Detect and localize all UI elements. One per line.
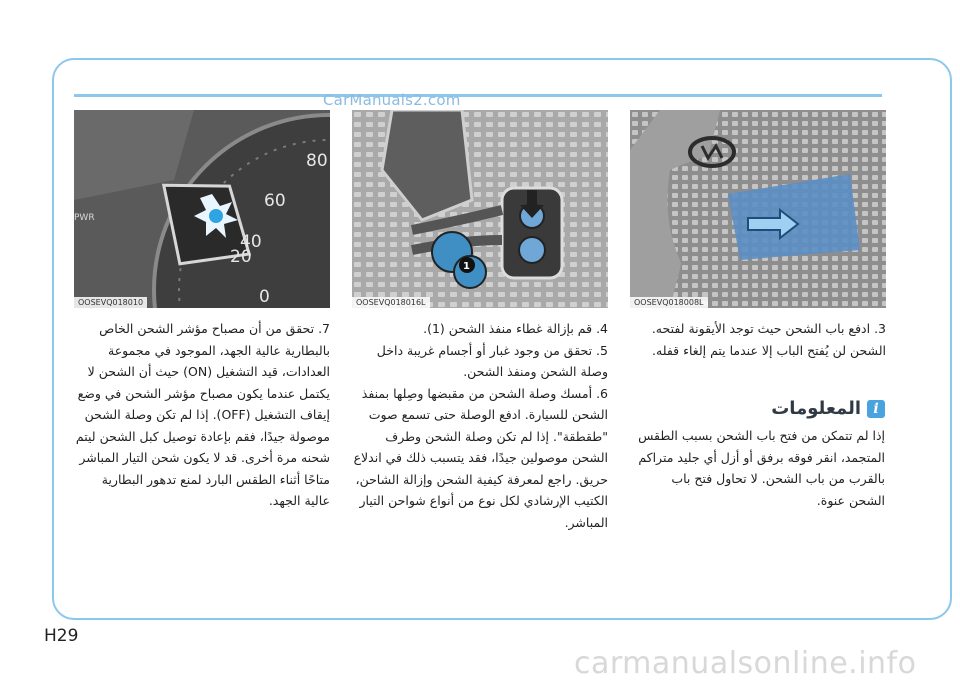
- gauge-tick-20: 20: [230, 247, 252, 267]
- charge-door-photo: [630, 110, 886, 308]
- step-3-text: 3. ادفع باب الشحن حيث توجد الأيقونة لفتحه. الشحن لن يُفتح الباب إلا عندما يتم إلغاء قفله.: [651, 321, 886, 358]
- gauge-tick-0: 0: [259, 287, 270, 307]
- info-heading: [632, 398, 885, 419]
- step-6-text: 6. أمسك وصلة الشحن من مقبضها وصِلها بمنفذ الشحن للسيارة. ادفع الوصلة حتى تسمع صوت "طقطقة". إذا لم تكن وصلة الشحن وطرف الشحن موصولين جيدًا، فقد يتسبب ذلك في اندلاع حريق. راجع لمعرفة كيفية الشحن وإزالة الشاحن، الكتيب الإرشادي لكل نوع من أنواع شواحن التيار المباشر.: [353, 385, 608, 530]
- info-icon: i: [867, 400, 885, 418]
- charging-port-illustration: [352, 110, 608, 308]
- middle-column: [352, 318, 608, 533]
- info-body: إذا لم تتمكن من فتح باب الشحن بسبب الطقس المتجمد، انقر فوقه برفق أو أزل أي جليد متراكم بالقرب من باب الشحن. لا تحاول فتح باب الشحن عنوة.: [638, 428, 885, 508]
- cluster-photo: [74, 110, 330, 308]
- top-watermark: CarManuals2.com: [323, 91, 461, 109]
- right-column: [630, 318, 886, 361]
- info-title: المعلومات: [771, 398, 861, 419]
- image-code: OOSEVQ018016L: [352, 297, 430, 308]
- gauge-tick-40: 40: [240, 232, 262, 252]
- step-4-text: 4. قم بإزالة غطاء منفذ الشحن (1).: [423, 321, 608, 336]
- footer-watermark: carmanualsonline.info: [574, 646, 917, 681]
- pwr-label: PWR: [74, 213, 95, 223]
- gauge-tick-80: 80: [306, 151, 328, 171]
- image-code: OOSEVQ018008L: [630, 297, 708, 308]
- gauge-tick-60: 60: [264, 191, 286, 211]
- step-7-text: 7. تحقق من أن مصباح مؤشر الشحن الخاص بالبطارية عالية الجهد، الموجود في مجموعة العدادات، قيد التشغيل (ON) حيث أن الشحن لا يكتمل عندما يكون مصباح مؤشر الشحن في وضع إيقاف التشغيل (OFF). إذا لم تكن وصلة الشحن موصولة جيدًا، فقم بإعادة توصيل كبل الشحن ليتم شحنه مرة أخرى. قد لا يكون شحن التيار المباشر متاحًا أثناء الطقس البارد لمنع تدهور البطارية عالية الجهد.: [75, 321, 330, 508]
- step-5-text: 5. تحقق من وجود غبار أو أجسام غريبة داخل وصلة الشحن ومنفذ الشحن.: [376, 342, 608, 379]
- charging-port-photo: [352, 110, 608, 308]
- left-column: [74, 318, 330, 512]
- cluster-illustration: [74, 110, 330, 308]
- image-code: OOSEVQ018010: [74, 297, 147, 308]
- callout-number: 1: [463, 261, 470, 272]
- charge-door-illustration: [630, 110, 886, 308]
- page-number: H29: [44, 626, 79, 646]
- header-rule: [74, 94, 882, 97]
